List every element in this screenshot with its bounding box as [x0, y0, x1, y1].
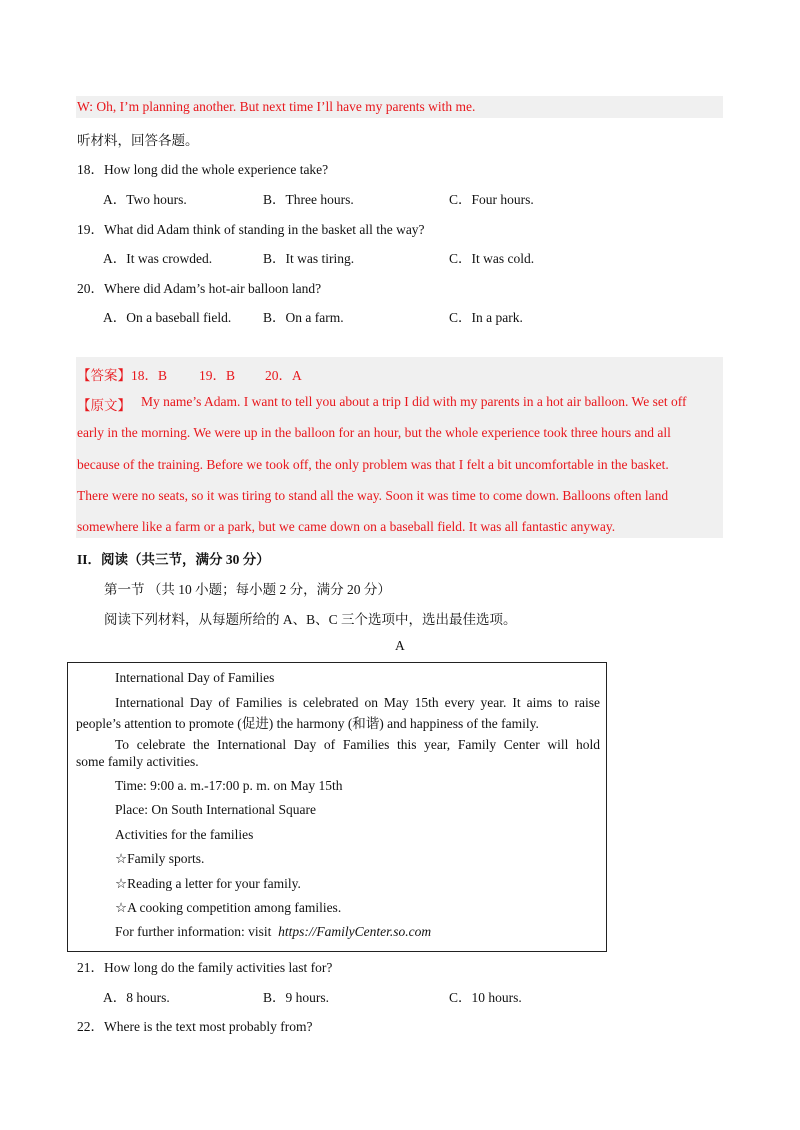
q20-option-a: A．On a baseball field. [103, 310, 232, 325]
notice-para2-line2: some family activities. [76, 754, 199, 769]
notice-para2-line1 [76, 737, 600, 753]
notice-time: Time: 9:00 a. m.-17:00 p. m. on May 15th [115, 778, 343, 793]
question-18: 18．How long did the whole experience take? [77, 162, 329, 177]
q21-option-a: A．8 hours. [103, 990, 170, 1005]
q18-option-c: C．Four hours. [449, 192, 534, 207]
notice-para1-line2: people’s attention to promote (促进) the harmony (和谐) and happiness of the family. [76, 716, 539, 731]
q19-option-b: B．It was tiring. [263, 251, 355, 266]
question-21: 21．How long do the family activities last for? [77, 960, 333, 975]
notice-title: International Day of Families [115, 670, 275, 685]
answer-18: 18．B [131, 368, 168, 383]
notice-info [115, 924, 431, 940]
transcript-line-2: early in the morning. We were up in the balloon for an hour, but the whole experience took three hours and all [77, 425, 671, 440]
answer-19: 19．B [199, 368, 236, 383]
notice-activities-heading: Activities for the families [115, 827, 254, 842]
q18-option-a: A．Two hours. [103, 192, 187, 207]
notice-para1-line1 [76, 695, 600, 711]
notice-box [67, 662, 607, 952]
transcript-line-3: because of the training. Before we took off, the only problem was that I felt a bit uncomfortable in the basket. [77, 457, 669, 472]
answer-label: 【答案】 [77, 368, 131, 383]
reading-instruction: 阅读下列材料，从每题所给的 A、B、C 三个选项中，选出最佳选项。 [104, 612, 517, 627]
question-19: 19．What did Adam think of standing in the basket all the way? [77, 222, 425, 237]
section-title: II．阅读（共三节，满分 30 分） [77, 552, 270, 567]
question-20: 20．Where did Adam’s hot-air balloon land? [77, 281, 322, 296]
answer-20: 20．A [265, 368, 302, 383]
notice-activity-2: ☆Reading a letter for your family. [115, 876, 301, 891]
notice-para1-line1-text: International Day of Families is celebrated on May 15th every year. It aims to raise [115, 695, 600, 710]
q20-option-b: B．On a farm. [263, 310, 344, 325]
q20-option-c: C．In a park. [449, 310, 523, 325]
passage-letter: A [395, 638, 405, 653]
q21-option-c: C．10 hours. [449, 990, 522, 1005]
answer-row [77, 364, 167, 384]
notice-activity-1: ☆Family sports. [115, 851, 205, 866]
transcript-line-5: somewhere like a farm or a park, but we came down on a baseball field. It was all fantastic anyway. [77, 519, 616, 534]
transcript-line-1: My name’s Adam. I want to tell you about a trip I did with my parents in a hot air balloon. We set off [141, 394, 687, 409]
notice-activity-3: ☆A cooking competition among families. [115, 900, 342, 915]
notice-para2-line1-text: To celebrate the International Day of Families this year, Family Center will hold [115, 737, 600, 752]
q18-option-b: B．Three hours. [263, 192, 354, 207]
notice-info-label: For further information: visit [115, 924, 272, 939]
q19-option-a: A．It was crowded. [103, 251, 213, 266]
transcript-line-4: There were no seats, so it was tiring to stand all the way. Soon it was time to come down. Balloons often land [77, 488, 669, 503]
question-22: 22．Where is the text most probably from? [77, 1019, 313, 1034]
notice-place: Place: On South International Square [115, 802, 316, 817]
transcript-label: 【原文】 [77, 398, 131, 413]
part-title: 第一节 （共 10 小题；每小题 2 分，满分 20 分） [104, 582, 391, 597]
q19-option-c: C．It was cold. [449, 251, 535, 266]
q21-option-b: B．9 hours. [263, 990, 330, 1005]
answer-shade [76, 357, 723, 538]
dialogue-line: W: Oh, I’m planning another. But next time I’ll have my parents with me. [77, 99, 476, 114]
notice-info-url[interactable]: https://FamilyCenter.so.com [278, 924, 432, 939]
listen-instruction: 听材料，回答各题。 [77, 133, 199, 148]
